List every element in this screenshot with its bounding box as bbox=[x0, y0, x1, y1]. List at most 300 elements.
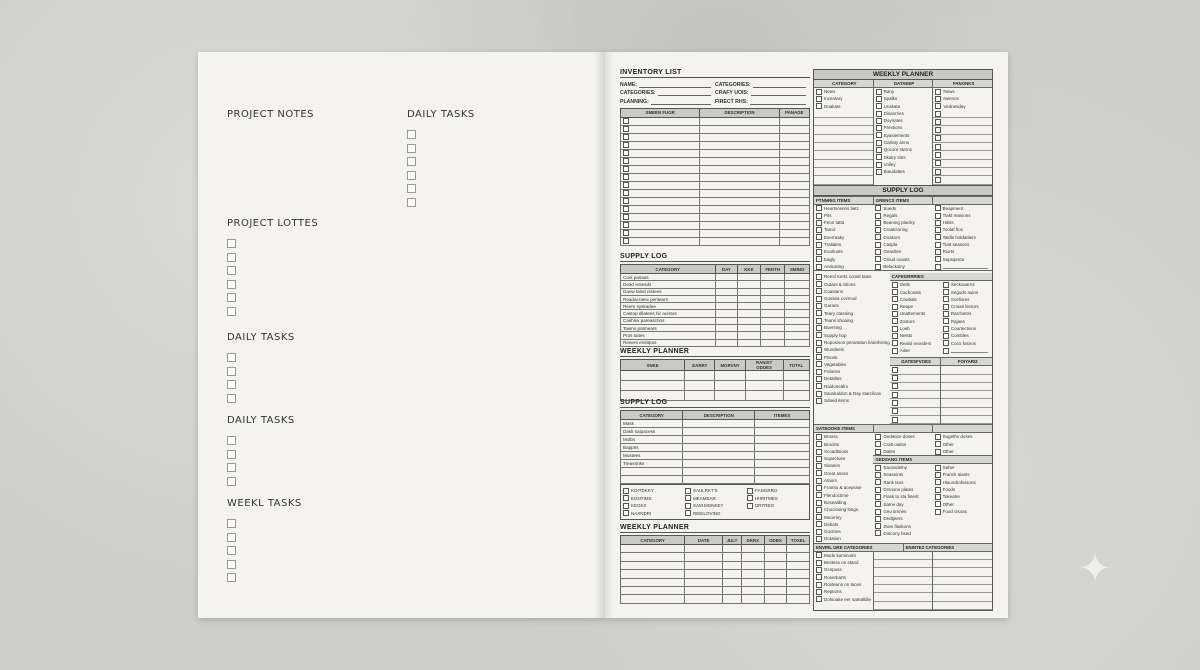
checkbox[interactable] bbox=[623, 118, 629, 124]
checkbox[interactable] bbox=[875, 249, 881, 255]
checkbox[interactable] bbox=[816, 264, 822, 270]
table-cell[interactable] bbox=[715, 332, 738, 339]
table-cell[interactable] bbox=[755, 428, 810, 436]
checkbox-row[interactable] bbox=[407, 196, 475, 210]
table-cell[interactable] bbox=[760, 274, 785, 281]
grid-cell[interactable] bbox=[941, 416, 992, 424]
checkbox[interactable] bbox=[816, 449, 822, 455]
checkbox[interactable] bbox=[935, 227, 941, 233]
table-cell[interactable] bbox=[621, 468, 683, 476]
planner-item[interactable] bbox=[814, 151, 873, 159]
table-cell[interactable] bbox=[764, 545, 787, 553]
checkbox[interactable] bbox=[816, 514, 822, 520]
planner-item[interactable] bbox=[874, 146, 933, 153]
list-item[interactable] bbox=[873, 205, 932, 212]
checkbox[interactable] bbox=[227, 560, 236, 569]
table-cell[interactable] bbox=[738, 325, 761, 332]
table-cell[interactable] bbox=[685, 381, 715, 391]
table-cell[interactable] bbox=[723, 586, 742, 594]
checkbox[interactable] bbox=[227, 463, 236, 472]
table-cell[interactable] bbox=[779, 197, 809, 205]
table-cell[interactable] bbox=[741, 545, 764, 553]
checkbox[interactable] bbox=[875, 509, 881, 515]
table-cell[interactable] bbox=[700, 133, 779, 141]
table-cell[interactable] bbox=[785, 281, 810, 288]
table-cell[interactable] bbox=[783, 381, 809, 391]
planner-item[interactable] bbox=[814, 95, 873, 102]
checkbox-row[interactable] bbox=[227, 251, 318, 265]
table-cell[interactable] bbox=[760, 317, 785, 324]
grid-cell[interactable] bbox=[941, 408, 992, 416]
field-line[interactable] bbox=[751, 89, 806, 96]
list-item[interactable] bbox=[873, 479, 932, 486]
list-item[interactable] bbox=[890, 318, 941, 325]
checkbox[interactable] bbox=[892, 333, 898, 339]
checklist-item[interactable] bbox=[621, 487, 683, 495]
list-item[interactable] bbox=[941, 318, 992, 325]
table-cell[interactable] bbox=[745, 371, 783, 381]
checkbox[interactable] bbox=[935, 487, 941, 493]
checkbox[interactable] bbox=[227, 280, 236, 289]
table-cell[interactable] bbox=[700, 165, 779, 173]
list-item[interactable] bbox=[873, 441, 932, 448]
table-cell[interactable] bbox=[700, 125, 779, 133]
list-item[interactable] bbox=[814, 310, 890, 317]
list-item[interactable] bbox=[933, 241, 992, 248]
checkbox[interactable] bbox=[227, 380, 236, 389]
checkbox[interactable] bbox=[623, 214, 629, 220]
checkbox[interactable] bbox=[892, 340, 898, 346]
list-item[interactable] bbox=[873, 493, 932, 500]
list-item[interactable] bbox=[933, 448, 992, 455]
table-cell[interactable] bbox=[741, 561, 764, 569]
field-line[interactable] bbox=[753, 81, 806, 88]
checkbox[interactable] bbox=[816, 383, 822, 389]
checkbox-row[interactable] bbox=[227, 264, 318, 278]
planner-item[interactable] bbox=[814, 176, 873, 184]
checkbox-row[interactable] bbox=[407, 142, 475, 156]
table-cell[interactable] bbox=[715, 325, 738, 332]
grid-cell[interactable] bbox=[874, 568, 933, 576]
list-item[interactable] bbox=[814, 448, 873, 455]
checkbox[interactable] bbox=[935, 127, 941, 133]
checkbox[interactable] bbox=[816, 227, 822, 233]
checkbox[interactable] bbox=[935, 135, 941, 141]
list-item[interactable] bbox=[933, 486, 992, 493]
table-cell[interactable] bbox=[779, 173, 809, 181]
field-line[interactable] bbox=[658, 89, 711, 96]
list-item[interactable] bbox=[814, 263, 873, 270]
table-cell[interactable] bbox=[723, 595, 742, 603]
list-item[interactable] bbox=[933, 226, 992, 233]
table-cell[interactable] bbox=[745, 381, 783, 391]
table-cell[interactable] bbox=[779, 125, 809, 133]
list-item[interactable] bbox=[933, 464, 992, 471]
checkbox[interactable] bbox=[876, 154, 882, 160]
checkbox[interactable] bbox=[876, 96, 882, 102]
table-cell[interactable] bbox=[764, 561, 787, 569]
table-cell[interactable] bbox=[779, 221, 809, 229]
list-item[interactable] bbox=[814, 492, 873, 499]
table-cell[interactable] bbox=[779, 189, 809, 197]
checkbox[interactable] bbox=[875, 256, 881, 262]
list-item[interactable] bbox=[873, 234, 932, 241]
checkbox[interactable] bbox=[407, 157, 416, 166]
list-item[interactable] bbox=[814, 332, 890, 339]
planner-item[interactable] bbox=[933, 126, 992, 134]
checkbox[interactable] bbox=[623, 134, 629, 140]
table-cell[interactable] bbox=[700, 141, 779, 149]
grid-cell[interactable] bbox=[933, 577, 992, 585]
list-item[interactable] bbox=[933, 501, 992, 508]
list-item[interactable] bbox=[933, 441, 992, 448]
list-item[interactable] bbox=[814, 273, 890, 280]
list-item[interactable] bbox=[873, 226, 932, 233]
grid-cell[interactable] bbox=[890, 375, 941, 383]
table-cell[interactable] bbox=[700, 221, 779, 229]
table-cell[interactable] bbox=[764, 595, 787, 603]
checkbox[interactable] bbox=[227, 367, 236, 376]
checkbox[interactable] bbox=[875, 530, 881, 536]
checkbox[interactable] bbox=[816, 470, 822, 476]
table-cell[interactable] bbox=[764, 553, 787, 561]
checkbox[interactable] bbox=[875, 472, 881, 478]
planner-item[interactable] bbox=[874, 168, 933, 175]
checkbox[interactable] bbox=[875, 205, 881, 211]
list-item[interactable] bbox=[873, 486, 932, 493]
checkbox[interactable] bbox=[892, 408, 898, 414]
checkbox[interactable] bbox=[816, 288, 822, 294]
checkbox[interactable] bbox=[935, 256, 941, 262]
planner-item[interactable] bbox=[933, 118, 992, 126]
checkbox[interactable] bbox=[935, 472, 941, 478]
list-item[interactable] bbox=[814, 212, 873, 219]
list-item[interactable] bbox=[873, 471, 932, 478]
planner-item[interactable] bbox=[933, 88, 992, 95]
write-line[interactable] bbox=[951, 348, 988, 353]
checkbox[interactable] bbox=[935, 144, 941, 150]
table-cell[interactable] bbox=[683, 428, 755, 436]
table-cell[interactable] bbox=[760, 288, 785, 295]
planner-item[interactable] bbox=[874, 95, 933, 102]
list-item[interactable] bbox=[890, 347, 941, 354]
checkbox[interactable] bbox=[816, 205, 822, 211]
checkbox[interactable] bbox=[935, 111, 941, 117]
checkbox[interactable] bbox=[623, 206, 629, 212]
checklist-item[interactable] bbox=[683, 502, 745, 510]
checkbox[interactable] bbox=[935, 96, 941, 102]
table-cell[interactable] bbox=[700, 157, 779, 165]
table-cell[interactable] bbox=[621, 221, 700, 229]
list-item[interactable] bbox=[873, 523, 932, 530]
table-cell[interactable] bbox=[621, 595, 685, 603]
list-item[interactable] bbox=[941, 325, 992, 332]
checkbox[interactable] bbox=[943, 348, 949, 354]
list-item[interactable] bbox=[873, 212, 932, 219]
table-cell[interactable] bbox=[760, 281, 785, 288]
checkbox[interactable] bbox=[943, 333, 949, 339]
table-cell[interactable] bbox=[785, 332, 810, 339]
checkbox[interactable] bbox=[816, 478, 822, 484]
checkbox[interactable] bbox=[943, 304, 949, 310]
checkbox[interactable] bbox=[875, 516, 881, 522]
list-item[interactable] bbox=[890, 303, 941, 310]
table-cell[interactable] bbox=[700, 205, 779, 213]
checklist-item[interactable] bbox=[745, 502, 807, 510]
checkbox[interactable] bbox=[816, 552, 822, 558]
list-item[interactable] bbox=[814, 346, 890, 353]
table-cell[interactable] bbox=[741, 570, 764, 578]
list-item[interactable] bbox=[890, 289, 941, 296]
list-item[interactable] bbox=[814, 528, 873, 535]
planner-item[interactable] bbox=[874, 132, 933, 139]
checkbox[interactable] bbox=[816, 332, 822, 338]
checkbox[interactable] bbox=[227, 436, 236, 445]
table-cell[interactable] bbox=[621, 570, 685, 578]
grid-cell[interactable] bbox=[874, 560, 933, 568]
checkbox[interactable] bbox=[227, 239, 236, 248]
checkbox[interactable] bbox=[623, 158, 629, 164]
table-cell[interactable] bbox=[723, 570, 742, 578]
table-cell[interactable] bbox=[779, 141, 809, 149]
table-cell[interactable] bbox=[621, 117, 700, 125]
planner-item[interactable] bbox=[814, 143, 873, 151]
list-item[interactable] bbox=[890, 281, 941, 288]
checkbox[interactable] bbox=[935, 479, 941, 485]
checkbox[interactable] bbox=[623, 126, 629, 132]
checkbox[interactable] bbox=[407, 171, 416, 180]
write-line[interactable] bbox=[943, 264, 988, 269]
checkbox[interactable] bbox=[816, 434, 822, 440]
checkbox[interactable] bbox=[892, 289, 898, 295]
list-item[interactable] bbox=[933, 479, 992, 486]
table-cell[interactable] bbox=[764, 586, 787, 594]
checkbox[interactable] bbox=[875, 234, 881, 240]
list-item[interactable] bbox=[933, 493, 992, 500]
list-item[interactable] bbox=[814, 559, 873, 566]
checkbox[interactable] bbox=[892, 417, 898, 423]
table-cell[interactable] bbox=[621, 381, 685, 391]
table-cell[interactable] bbox=[779, 229, 809, 237]
checkbox[interactable] bbox=[407, 130, 416, 139]
checkbox[interactable] bbox=[623, 182, 629, 188]
checkbox[interactable] bbox=[892, 400, 898, 406]
table-cell[interactable] bbox=[621, 173, 700, 181]
checkbox-row[interactable] bbox=[227, 237, 318, 251]
checkbox[interactable] bbox=[875, 479, 881, 485]
list-item[interactable] bbox=[814, 339, 890, 346]
checkbox[interactable] bbox=[935, 89, 941, 95]
list-item[interactable] bbox=[814, 295, 890, 302]
checkbox[interactable] bbox=[816, 441, 822, 447]
table-cell[interactable] bbox=[755, 444, 810, 452]
table-cell[interactable] bbox=[785, 339, 810, 346]
checkbox[interactable] bbox=[935, 152, 941, 158]
checkbox[interactable] bbox=[747, 488, 753, 494]
checkbox[interactable] bbox=[935, 441, 941, 447]
table-cell[interactable] bbox=[787, 595, 810, 603]
table-cell[interactable] bbox=[685, 545, 723, 553]
grid-cell[interactable] bbox=[874, 585, 933, 593]
list-item[interactable] bbox=[814, 219, 873, 226]
list-item[interactable] bbox=[933, 433, 992, 440]
planner-item[interactable] bbox=[814, 160, 873, 168]
checkbox[interactable] bbox=[407, 198, 416, 207]
planner-item[interactable] bbox=[933, 168, 992, 176]
grid-cell[interactable] bbox=[874, 602, 933, 610]
checkbox[interactable] bbox=[876, 162, 882, 168]
table-cell[interactable] bbox=[715, 339, 738, 346]
checkbox[interactable] bbox=[943, 289, 949, 295]
grid-cell[interactable] bbox=[941, 383, 992, 391]
planner-item[interactable] bbox=[933, 103, 992, 110]
table-cell[interactable] bbox=[741, 578, 764, 586]
checkbox[interactable] bbox=[935, 220, 941, 226]
table-cell[interactable] bbox=[760, 303, 785, 310]
list-item[interactable] bbox=[814, 324, 890, 331]
table-cell[interactable] bbox=[755, 452, 810, 460]
checkbox-row[interactable] bbox=[227, 448, 295, 462]
table-cell[interactable] bbox=[621, 189, 700, 197]
planner-item[interactable] bbox=[874, 161, 933, 168]
table-cell[interactable] bbox=[621, 181, 700, 189]
table-cell[interactable] bbox=[779, 181, 809, 189]
planner-item[interactable] bbox=[874, 88, 933, 95]
table-cell[interactable] bbox=[685, 570, 723, 578]
table-cell[interactable] bbox=[787, 553, 810, 561]
table-cell[interactable] bbox=[779, 213, 809, 221]
checkbox[interactable] bbox=[227, 477, 236, 486]
checkbox-row[interactable] bbox=[227, 475, 295, 489]
checklist-item[interactable] bbox=[621, 502, 683, 510]
table-cell[interactable] bbox=[715, 371, 745, 381]
list-item[interactable] bbox=[814, 535, 873, 542]
checkbox[interactable] bbox=[935, 509, 941, 515]
checkbox[interactable] bbox=[816, 274, 822, 280]
table-cell[interactable] bbox=[621, 205, 700, 213]
table-cell[interactable] bbox=[760, 295, 785, 302]
checkbox[interactable] bbox=[875, 213, 881, 219]
planner-item[interactable] bbox=[874, 139, 933, 146]
list-item[interactable] bbox=[941, 347, 992, 354]
table-cell[interactable] bbox=[700, 149, 779, 157]
checkbox[interactable] bbox=[816, 507, 822, 513]
table-cell[interactable] bbox=[755, 476, 810, 484]
list-item[interactable] bbox=[814, 256, 873, 263]
planner-item[interactable] bbox=[874, 124, 933, 131]
checkbox[interactable] bbox=[623, 190, 629, 196]
checklist-item[interactable] bbox=[745, 487, 807, 495]
list-item[interactable] bbox=[814, 354, 890, 361]
table-cell[interactable] bbox=[738, 281, 761, 288]
checkbox[interactable] bbox=[935, 234, 941, 240]
checkbox[interactable] bbox=[816, 318, 822, 324]
checklist-item[interactable] bbox=[621, 510, 683, 518]
list-item[interactable] bbox=[814, 288, 890, 295]
checkbox[interactable] bbox=[816, 213, 822, 219]
checkbox[interactable] bbox=[935, 205, 941, 211]
list-item[interactable] bbox=[873, 508, 932, 515]
checklist-item[interactable] bbox=[683, 510, 745, 518]
checkbox[interactable] bbox=[935, 242, 941, 248]
checkbox[interactable] bbox=[875, 523, 881, 529]
checkbox[interactable] bbox=[747, 495, 753, 501]
checkbox[interactable] bbox=[935, 465, 941, 471]
table-cell[interactable] bbox=[760, 310, 785, 317]
grid-cell[interactable] bbox=[933, 593, 992, 601]
table-cell[interactable] bbox=[621, 149, 700, 157]
table-cell[interactable] bbox=[621, 553, 685, 561]
checkbox[interactable] bbox=[816, 347, 822, 353]
table-cell[interactable] bbox=[779, 133, 809, 141]
table-cell[interactable] bbox=[741, 586, 764, 594]
checkbox[interactable] bbox=[816, 521, 822, 527]
planner-item[interactable] bbox=[933, 176, 992, 184]
list-item[interactable] bbox=[814, 552, 873, 559]
checkbox[interactable] bbox=[623, 198, 629, 204]
table-cell[interactable] bbox=[621, 133, 700, 141]
list-item[interactable] bbox=[814, 462, 873, 469]
checkbox[interactable] bbox=[816, 463, 822, 469]
table-cell[interactable] bbox=[779, 165, 809, 173]
planner-item[interactable] bbox=[933, 151, 992, 159]
checkbox[interactable] bbox=[816, 500, 822, 506]
table-cell[interactable] bbox=[700, 181, 779, 189]
checkbox[interactable] bbox=[935, 501, 941, 507]
table-cell[interactable] bbox=[621, 545, 685, 553]
list-item[interactable] bbox=[814, 514, 873, 521]
table-cell[interactable] bbox=[700, 173, 779, 181]
table-cell[interactable] bbox=[685, 595, 723, 603]
planner-item[interactable] bbox=[933, 95, 992, 102]
table-cell[interactable] bbox=[683, 420, 755, 428]
table-cell[interactable] bbox=[683, 468, 755, 476]
checkbox-row[interactable] bbox=[227, 291, 318, 305]
checkbox[interactable] bbox=[935, 160, 941, 166]
checkbox[interactable] bbox=[623, 230, 629, 236]
table-cell[interactable] bbox=[685, 586, 723, 594]
planner-item[interactable] bbox=[814, 103, 873, 110]
table-cell[interactable] bbox=[685, 561, 723, 569]
list-item[interactable] bbox=[941, 340, 992, 347]
list-item[interactable] bbox=[814, 205, 873, 212]
list-item[interactable] bbox=[873, 448, 932, 455]
list-item[interactable] bbox=[814, 397, 890, 404]
table-cell[interactable] bbox=[738, 332, 761, 339]
table-cell[interactable] bbox=[738, 303, 761, 310]
table-cell[interactable] bbox=[683, 476, 755, 484]
list-item[interactable] bbox=[814, 566, 873, 573]
checkbox[interactable] bbox=[685, 503, 691, 509]
checkbox[interactable] bbox=[816, 492, 822, 498]
checkbox[interactable] bbox=[227, 546, 236, 555]
checkbox[interactable] bbox=[816, 242, 822, 248]
planner-item[interactable] bbox=[814, 118, 873, 126]
list-item[interactable] bbox=[814, 383, 890, 390]
checkbox[interactable] bbox=[816, 485, 822, 491]
table-cell[interactable] bbox=[683, 444, 755, 452]
checkbox-row[interactable] bbox=[227, 378, 295, 392]
checkbox[interactable] bbox=[227, 293, 236, 302]
table-cell[interactable] bbox=[715, 303, 738, 310]
list-item[interactable] bbox=[890, 296, 941, 303]
table-cell[interactable] bbox=[685, 371, 715, 381]
checkbox[interactable] bbox=[892, 282, 898, 288]
list-item[interactable] bbox=[933, 256, 992, 263]
checkbox[interactable] bbox=[816, 310, 822, 316]
checkbox-row[interactable] bbox=[227, 461, 295, 475]
list-item[interactable] bbox=[814, 368, 890, 375]
